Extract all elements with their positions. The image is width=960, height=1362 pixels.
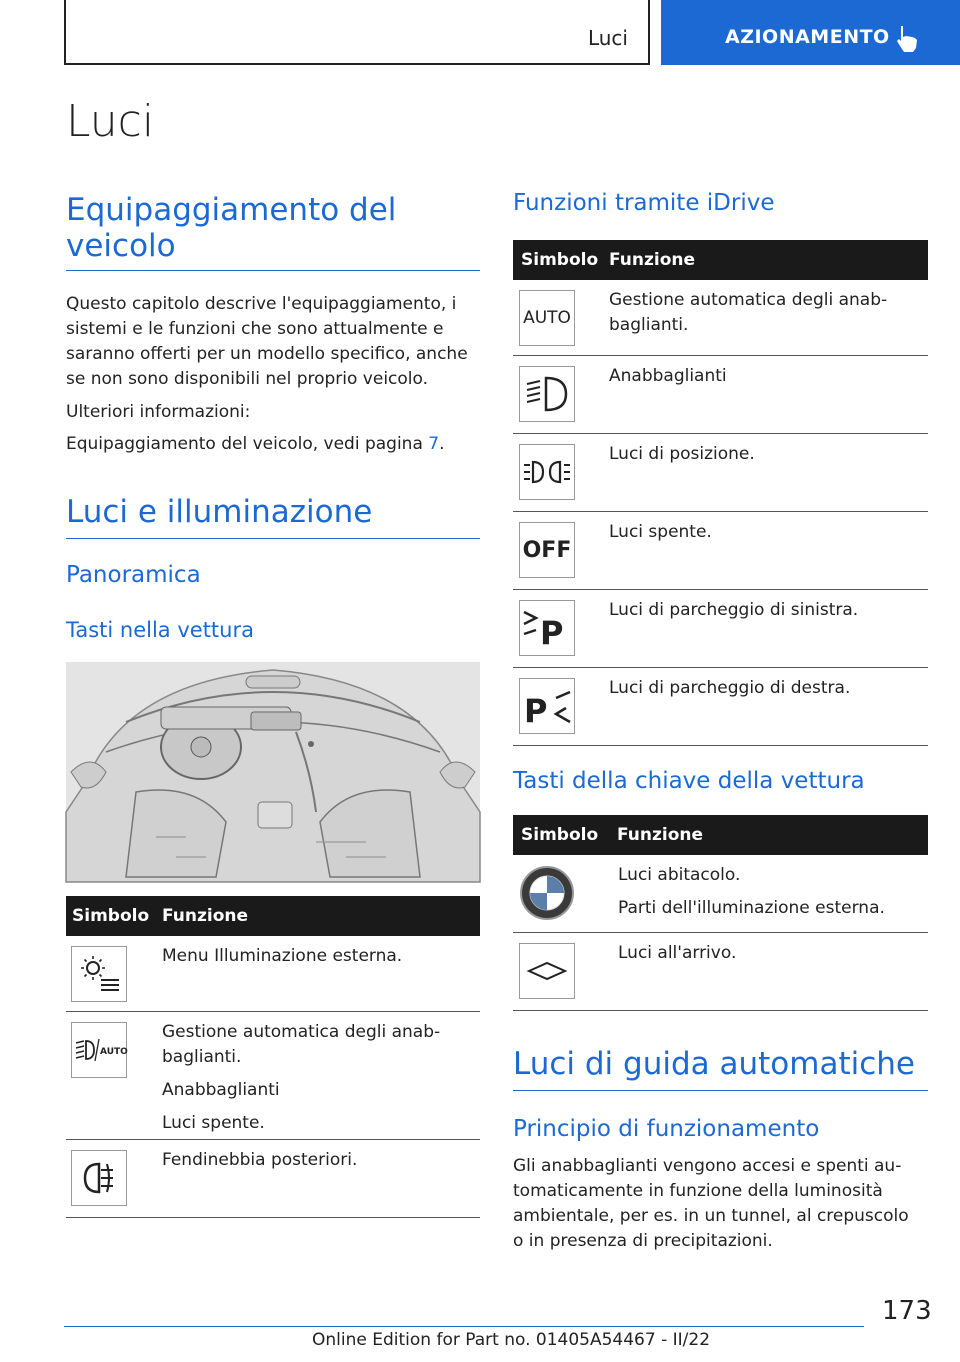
- row-text: [618, 863, 885, 921]
- column-function: Funzione: [162, 906, 249, 926]
- intro-line: saranno offerti per un modello specifico, anche: [66, 344, 468, 364]
- row-text: [609, 520, 712, 545]
- table-row: [513, 590, 928, 668]
- footer-rule: [64, 1326, 864, 1327]
- equipment-heading-line2: veicolo: [66, 228, 176, 264]
- row-line: Gestione automatica degli anab- baglianti.: [609, 290, 888, 335]
- more-info-label: Ulteriori informazioni:: [66, 402, 251, 422]
- table-row: [513, 668, 928, 746]
- column-symbol: Simbolo: [72, 906, 150, 926]
- buttons-heading: Tasti nella vettura: [66, 618, 254, 642]
- table-row: [513, 933, 928, 1011]
- table-header: [513, 240, 928, 280]
- auto-icon-label: AUTO: [523, 308, 571, 328]
- bmw-logo-icon: [519, 865, 575, 921]
- table-header: [66, 896, 480, 936]
- principle-line: Gli anabbaglianti vengono accesi e spenti au-: [513, 1156, 902, 1176]
- key-table: [513, 815, 928, 1011]
- row-text: [618, 941, 736, 966]
- row-text: [162, 1148, 357, 1173]
- lights-section-heading: Luci e illuminazione: [66, 494, 373, 530]
- table-row: [513, 512, 928, 590]
- idrive-heading: Funzioni tramite iDrive: [513, 190, 775, 216]
- intro-paragraph: [66, 292, 486, 392]
- row-text: [609, 598, 858, 623]
- intro-line: Questo capitolo descrive l'equipaggiamento, i: [66, 294, 457, 314]
- heading-rule: [66, 270, 480, 271]
- header-chapter-label: AZIONAMENTO: [725, 26, 890, 48]
- equipment-heading-line1: Equipaggiamento del: [66, 192, 397, 228]
- row-line: Luci spente.: [609, 522, 712, 542]
- page-title: Luci: [66, 96, 155, 147]
- row-line: Anabbaglianti: [162, 1080, 280, 1100]
- parking-right-icon: [519, 678, 575, 734]
- table-row: [513, 434, 928, 512]
- position-lights-icon: [519, 444, 575, 500]
- pointing-hand-icon: [897, 26, 919, 52]
- row-line: Luci all'arrivo.: [618, 943, 737, 963]
- row-line: Luci di parcheggio di destra.: [609, 678, 851, 698]
- intro-line: sistemi e le funzioni che sono attualmente e: [66, 319, 444, 339]
- row-line: Luci abitacolo.: [618, 865, 741, 885]
- left-column: [66, 192, 480, 264]
- header-section-box: [64, 0, 650, 65]
- cross-reference: [66, 432, 445, 457]
- row-line: Parti dell'illuminazione esterna.: [618, 898, 885, 918]
- cross-reference-text: Equipaggiamento del veicolo, vedi pagina: [66, 434, 429, 454]
- column-function: Funzione: [617, 825, 704, 845]
- principle-heading: Principio di funzionamento: [513, 1116, 820, 1142]
- row-line: Menu Illuminazione esterna.: [162, 946, 403, 966]
- buttons-table: [66, 896, 480, 1218]
- key-buttons-heading: Tasti della chiave della vettura: [513, 768, 865, 794]
- intro-line: se non sono disponibili nel proprio veicolo.: [66, 369, 429, 389]
- heading-rule: [513, 1090, 928, 1091]
- heading-rule: [66, 538, 480, 539]
- row-line: Fendinebbia posteriori.: [162, 1150, 358, 1170]
- table-row: [513, 356, 928, 434]
- table-row: [66, 936, 480, 1012]
- column-function: Funzione: [609, 250, 696, 270]
- table-header: [513, 815, 928, 855]
- overview-heading: Panoramica: [66, 562, 201, 588]
- row-line: Anabbaglianti: [609, 366, 727, 386]
- cross-reference-end: .: [439, 434, 445, 454]
- svg-text:AUTO: AUTO: [100, 1047, 128, 1057]
- auto-text-icon: [519, 290, 575, 346]
- car-interior-illustration: [66, 662, 480, 882]
- low-beam-icon: [519, 366, 575, 422]
- footer-edition: Online Edition for Part no. 01405A54467 - II/22: [312, 1330, 711, 1350]
- page-number: 173: [882, 1296, 932, 1326]
- row-text: [609, 676, 850, 701]
- table-row: [66, 1012, 480, 1140]
- welcome-light-icon: [519, 943, 575, 999]
- equipment-heading: [66, 192, 480, 264]
- row-line: Luci di parcheggio di sinistra.: [609, 600, 859, 620]
- row-text: [609, 442, 755, 467]
- header-section-label: Luci: [587, 26, 628, 50]
- row-text: [609, 288, 887, 338]
- principle-line: tomaticamente in funzione della luminosità: [513, 1181, 883, 1201]
- car-interior-drawing: [66, 662, 480, 882]
- row-line: Luci spente.: [162, 1113, 265, 1133]
- row-text: [162, 1020, 440, 1136]
- row-text: [609, 364, 727, 389]
- principle-line: ambientale, per es. in un tunnel, al crepuscolo: [513, 1206, 909, 1226]
- lights-off-icon: [519, 522, 575, 578]
- parking-left-label: P: [540, 614, 564, 652]
- column-symbol: Simbolo: [521, 825, 599, 845]
- table-row: [66, 1140, 480, 1218]
- header-chapter-tab: [661, 0, 960, 65]
- page-link[interactable]: 7: [428, 434, 440, 454]
- parking-right-label: P: [524, 692, 548, 730]
- column-symbol: Simbolo: [521, 250, 599, 270]
- row-line: Luci di posizione.: [609, 444, 755, 464]
- table-row: [513, 855, 928, 933]
- rear-fog-light-icon: [71, 1150, 127, 1206]
- idrive-table: [513, 240, 928, 746]
- table-row: [513, 280, 928, 356]
- off-icon-label: OFF: [522, 537, 572, 563]
- parking-left-icon: [519, 600, 575, 656]
- exterior-lighting-menu-icon: [71, 946, 127, 1002]
- auto-headlight-icon: [71, 1022, 127, 1078]
- row-text: [162, 944, 402, 969]
- principle-paragraph: [513, 1154, 933, 1254]
- row-line: Gestione automatica degli anab- baglianti.: [162, 1022, 441, 1067]
- principle-line: o in presenza di precipitazioni.: [513, 1231, 773, 1251]
- auto-driving-lights-heading: Luci di guida automatiche: [513, 1046, 915, 1082]
